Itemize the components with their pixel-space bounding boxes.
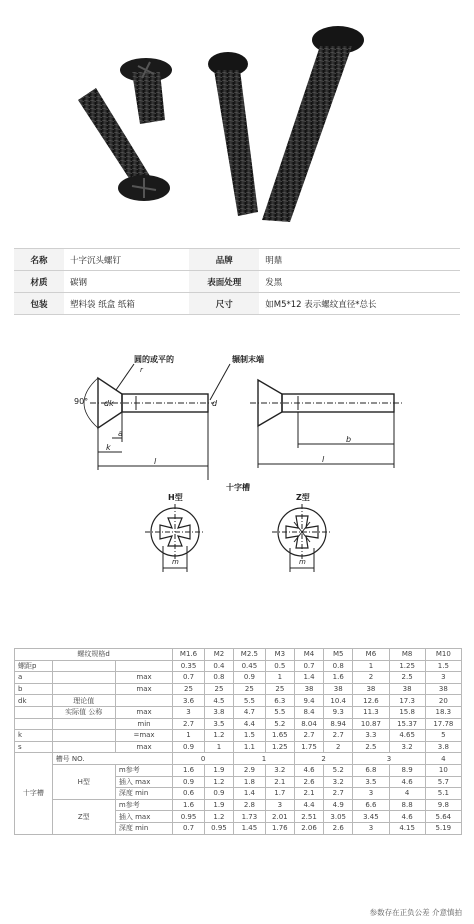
spec-recess-param: 插入 max [115, 811, 172, 823]
spec-value-cell: 0.7 [294, 660, 323, 672]
spec-value-cell: 0.4 [204, 660, 233, 672]
spec-limit-cell: max [115, 683, 172, 695]
spec-value-cell: 4.5 [204, 695, 233, 707]
spec-value-cell: 3.6 [173, 695, 205, 707]
spec-value-cell: 38 [425, 683, 461, 695]
spec-value-cell: 25 [204, 683, 233, 695]
spec-value-cell: 1.9 [204, 764, 233, 776]
dim-a: a [118, 429, 123, 438]
spec-value-cell: 3.2 [324, 776, 353, 788]
spec-sub-cell [52, 718, 115, 730]
spec-value-cell: 2.8 [234, 799, 266, 811]
spec-value-cell: 10.87 [353, 718, 389, 730]
spec-header-row [15, 649, 462, 661]
info-row [14, 293, 460, 315]
spec-value-cell: 8.9 [389, 764, 425, 776]
spec-groove-no: 4 [425, 753, 461, 765]
spec-value-cell: 6.8 [353, 764, 389, 776]
spec-value-cell: 1.5 [425, 660, 461, 672]
label-rounded-or-flat: 圆的或平的 [134, 355, 174, 364]
spec-value-cell: 5 [425, 730, 461, 742]
spec-value-cell: 6.3 [265, 695, 294, 707]
dim-m-z: m [299, 558, 306, 566]
spec-header-cell: M2 [204, 649, 233, 661]
spec-value-cell: 2.7 [324, 788, 353, 800]
spec-value-cell: 0.95 [173, 811, 205, 823]
spec-value-cell: 1.6 [324, 672, 353, 684]
spec-param-cell: b [15, 683, 53, 695]
spec-value-cell: 3.8 [204, 706, 233, 718]
spec-value-cell: 1.4 [294, 672, 323, 684]
h-type-label: H型 [168, 493, 183, 502]
spec-recess-param: m参考 [115, 799, 172, 811]
spec-value-cell: 2.6 [294, 776, 323, 788]
spec-value-cell: 0.5 [265, 660, 294, 672]
spec-value-cell: 3.2 [265, 764, 294, 776]
spec-value-cell: 4.9 [324, 799, 353, 811]
spec-value-cell: 1.8 [234, 776, 266, 788]
spec-value-cell: 0.45 [234, 660, 266, 672]
spec-recess-param: 深度 min [115, 788, 172, 800]
spec-sub-cell [52, 672, 115, 684]
spec-recess-row [15, 764, 462, 776]
spec-value-cell: 4.15 [389, 822, 425, 834]
spec-value-cell: 1 [173, 730, 205, 742]
info-row [14, 271, 460, 293]
spec-value-cell: 1.6 [173, 799, 205, 811]
spec-header-cell: M10 [425, 649, 461, 661]
info-value: 塑料袋 纸盒 纸箱 [64, 293, 189, 315]
spec-sub-cell [52, 660, 115, 672]
info-value: 十字沉头螺钉 [64, 249, 189, 271]
spec-row [15, 730, 462, 742]
spec-param-cell: k [15, 730, 53, 742]
spec-value-cell: 3.05 [324, 811, 353, 823]
spec-value-cell: 3.3 [353, 730, 389, 742]
spec-value-cell: 1.65 [265, 730, 294, 742]
spec-param-cell: a [15, 672, 53, 684]
spec-row [15, 672, 462, 684]
spec-value-cell: 0.7 [173, 822, 205, 834]
spec-header-cell: M5 [324, 649, 353, 661]
spec-value-cell: 3 [173, 706, 205, 718]
spec-value-cell: 0.9 [173, 741, 205, 753]
spec-value-cell: 9.3 [324, 706, 353, 718]
spec-value-cell: 0.9 [173, 776, 205, 788]
spec-value-cell: 2.6 [324, 822, 353, 834]
spec-value-cell: 2.51 [294, 811, 323, 823]
spec-cross-label: 十字槽 [15, 753, 53, 834]
spec-value-cell: 2.7 [173, 718, 205, 730]
spec-value-cell: 0.8 [204, 672, 233, 684]
spec-value-cell: 5.2 [324, 764, 353, 776]
angle-label: 90° [74, 397, 89, 406]
spec-param-cell: s [15, 741, 53, 753]
spec-value-cell: 2.7 [324, 730, 353, 742]
spec-value-cell: 4.7 [234, 706, 266, 718]
spec-value-cell: 4.6 [294, 764, 323, 776]
spec-sub-cell: 实际值 公称 [52, 706, 115, 718]
spec-value-cell: 1.4 [234, 788, 266, 800]
spec-value-cell: 3.45 [353, 811, 389, 823]
spec-groove-no: 1 [234, 753, 295, 765]
spec-groove-no: 3 [353, 753, 425, 765]
spec-value-cell: 2.1 [294, 788, 323, 800]
spec-value-cell: 3.5 [204, 718, 233, 730]
spec-value-cell: 1.6 [173, 764, 205, 776]
spec-value-cell: 0.9 [234, 672, 266, 684]
spec-recess-type: Z型 [52, 799, 115, 834]
spec-value-cell: 2.01 [265, 811, 294, 823]
info-row [14, 249, 460, 271]
spec-value-cell: 1 [265, 672, 294, 684]
spec-value-cell: 8.8 [389, 799, 425, 811]
info-value: 明鼎 [259, 249, 460, 271]
spec-value-cell: 1 [204, 741, 233, 753]
spec-value-cell: 0.6 [173, 788, 205, 800]
spec-header-cell: M2.5 [234, 649, 266, 661]
spec-row [15, 741, 462, 753]
spec-groove-no: 0 [173, 753, 234, 765]
spec-value-cell: 2.9 [234, 764, 266, 776]
spec-limit-cell: max [115, 706, 172, 718]
spec-value-cell: 1.25 [389, 660, 425, 672]
dim-b: b [346, 435, 352, 444]
side-view-right [250, 380, 404, 468]
dim-m-h: m [172, 558, 179, 566]
spec-value-cell: 1.45 [234, 822, 266, 834]
spec-value-cell: 18.3 [425, 706, 461, 718]
spec-row [15, 718, 462, 730]
spec-value-cell: 0.95 [204, 822, 233, 834]
spec-table [14, 648, 462, 835]
spec-value-cell: 12.6 [353, 695, 389, 707]
spec-value-cell: 1 [353, 660, 389, 672]
spec-value-cell: 0.8 [324, 660, 353, 672]
screw-short-standing [120, 58, 172, 124]
spec-value-cell: 0.35 [173, 660, 205, 672]
spec-param-cell [15, 718, 53, 730]
spec-header-cell: M6 [353, 649, 389, 661]
spec-value-cell: 1.25 [265, 741, 294, 753]
spec-value-cell: 8.94 [324, 718, 353, 730]
spec-row [15, 683, 462, 695]
spec-param-cell: 螺距p [15, 660, 53, 672]
spec-value-cell: 1.5 [234, 730, 266, 742]
spec-value-cell: 3.5 [353, 776, 389, 788]
spec-value-cell: 17.78 [425, 718, 461, 730]
spec-value-cell: 3 [265, 799, 294, 811]
spec-header-cell: 螺纹规格d [15, 649, 173, 661]
spec-value-cell: 15.8 [389, 706, 425, 718]
screw-long-1 [208, 52, 258, 216]
spec-recess-type: H型 [52, 764, 115, 799]
side-view-left [84, 364, 230, 480]
spec-limit-cell [115, 695, 172, 707]
spec-value-cell: 2.06 [294, 822, 323, 834]
spec-limit-cell: min [115, 718, 172, 730]
cross-recess-title: 十字槽 [226, 483, 250, 492]
info-value: 碳钢 [64, 271, 189, 293]
spec-value-cell: 8.4 [294, 706, 323, 718]
spec-value-cell: 5.19 [425, 822, 461, 834]
spec-value-cell: 4.4 [294, 799, 323, 811]
info-key: 品牌 [189, 249, 259, 271]
spec-value-cell: 10.4 [324, 695, 353, 707]
spec-recess-param: 深度 min [115, 822, 172, 834]
dim-r: r [140, 366, 143, 374]
spec-sub-cell: 理论值 [52, 695, 115, 707]
spec-value-cell: 1.73 [234, 811, 266, 823]
dim-k: k [106, 443, 111, 452]
spec-param-cell [15, 706, 53, 718]
spec-sub-cell [52, 741, 115, 753]
spec-groove-row [15, 753, 462, 765]
spec-value-cell: 4.6 [389, 776, 425, 788]
info-value: 发黑 [259, 271, 460, 293]
spec-value-cell: 2 [353, 672, 389, 684]
dim-l-right: l [322, 455, 325, 464]
spec-value-cell: 3.8 [425, 741, 461, 753]
spec-recess-param: m参考 [115, 764, 172, 776]
dim-dk: dk [104, 399, 114, 408]
spec-value-cell: 20 [425, 695, 461, 707]
spec-sub-cell [52, 730, 115, 742]
spec-value-cell: 2.5 [353, 741, 389, 753]
spec-recess-param: 插入 max [115, 776, 172, 788]
spec-recess-row [15, 799, 462, 811]
label-rolled-end: 辗制末端 [232, 355, 264, 364]
spec-value-cell: 4.65 [389, 730, 425, 742]
spec-value-cell: 4.4 [234, 718, 266, 730]
spec-param-cell: dk [15, 695, 53, 707]
spec-header-cell: M3 [265, 649, 294, 661]
spec-value-cell: 25 [234, 683, 266, 695]
spec-value-cell: 1.2 [204, 811, 233, 823]
spec-value-cell: 0.7 [173, 672, 205, 684]
spec-value-cell: 5.7 [425, 776, 461, 788]
spec-row [15, 706, 462, 718]
spec-value-cell: 1.2 [204, 776, 233, 788]
spec-value-cell: 1.1 [234, 741, 266, 753]
spec-value-cell: 3.2 [389, 741, 425, 753]
spec-value-cell: 2.5 [389, 672, 425, 684]
spec-row [15, 660, 462, 672]
spec-limit-cell: max [115, 672, 172, 684]
z-type-label: Z型 [296, 493, 310, 502]
spec-value-cell: 1.76 [265, 822, 294, 834]
spec-value-cell: 3 [425, 672, 461, 684]
spec-header-cell: M1.6 [173, 649, 205, 661]
screw-long-2 [262, 26, 364, 222]
tolerance-note: 参数存在正负公差 介意慎拍 [369, 908, 462, 917]
spec-value-cell: 38 [294, 683, 323, 695]
spec-groove-no: 2 [294, 753, 352, 765]
spec-sub-cell [52, 683, 115, 695]
spec-value-cell: 8.04 [294, 718, 323, 730]
spec-value-cell: 5.2 [265, 718, 294, 730]
spec-value-cell: 2 [324, 741, 353, 753]
spec-header-cell: M4 [294, 649, 323, 661]
spec-value-cell: 6.6 [353, 799, 389, 811]
spec-value-cell: 17.3 [389, 695, 425, 707]
spec-limit-cell: max [115, 741, 172, 753]
spec-value-cell: 15.37 [389, 718, 425, 730]
info-key: 表面处理 [189, 271, 259, 293]
spec-header-cell: M8 [389, 649, 425, 661]
spec-value-cell: 5.1 [425, 788, 461, 800]
info-key: 尺寸 [189, 293, 259, 315]
spec-value-cell: 4 [389, 788, 425, 800]
spec-value-cell: 4.6 [389, 811, 425, 823]
spec-value-cell: 38 [324, 683, 353, 695]
spec-limit-cell [115, 660, 172, 672]
spec-value-cell: 5.64 [425, 811, 461, 823]
info-value: 如M5*12 表示螺纹直径*总长 [259, 293, 460, 315]
spec-value-cell: 3 [353, 788, 389, 800]
spec-value-cell: 1.9 [204, 799, 233, 811]
dim-d: d [212, 399, 218, 408]
product-photo [0, 0, 474, 240]
spec-value-cell: 5.5 [265, 706, 294, 718]
spec-value-cell: 2.1 [265, 776, 294, 788]
spec-value-cell: 3 [353, 822, 389, 834]
dim-l: l [154, 457, 157, 466]
info-key: 材质 [14, 271, 64, 293]
spec-value-cell: 9.4 [294, 695, 323, 707]
spec-value-cell: 2.7 [294, 730, 323, 742]
spec-value-cell: 38 [353, 683, 389, 695]
spec-value-cell: 11.3 [353, 706, 389, 718]
spec-value-cell: 1.75 [294, 741, 323, 753]
product-info-table [14, 248, 460, 315]
spec-groove-label: 槽号 NO. [52, 753, 172, 765]
spec-value-cell: 1.7 [265, 788, 294, 800]
spec-value-cell: 1.2 [204, 730, 233, 742]
spec-value-cell: 9.8 [425, 799, 461, 811]
spec-value-cell: 38 [389, 683, 425, 695]
spec-row [15, 695, 462, 707]
spec-value-cell: 25 [265, 683, 294, 695]
info-key: 名称 [14, 249, 64, 271]
technical-drawing [0, 340, 474, 610]
spec-limit-cell: =max [115, 730, 172, 742]
spec-value-cell: 10 [425, 764, 461, 776]
spec-value-cell: 5.5 [234, 695, 266, 707]
spec-value-cell: 25 [173, 683, 205, 695]
spec-value-cell: 0.9 [204, 788, 233, 800]
info-key: 包装 [14, 293, 64, 315]
